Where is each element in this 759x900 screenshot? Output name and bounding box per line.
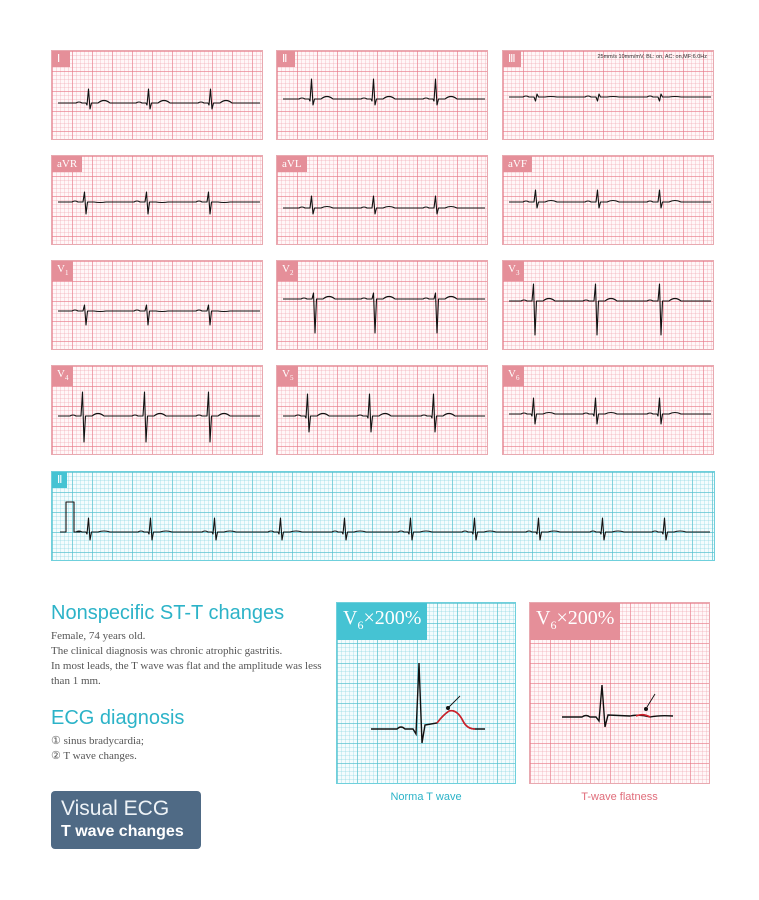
ecg-waveform bbox=[58, 192, 260, 214]
patient-info: Female, 74 years old. bbox=[51, 630, 146, 642]
ecg-trace-V3 bbox=[503, 261, 715, 351]
recording-settings: 25mm/s 10mm/mV, BL: on, AC: on,MF:6.0Hz bbox=[597, 54, 707, 60]
zoom-trace-normal bbox=[337, 603, 517, 785]
lead-panel-aVR bbox=[51, 155, 263, 245]
ecg-waveform bbox=[283, 196, 485, 214]
zoom-label-normal: $V_6\times 200\%$ bbox=[337, 603, 427, 640]
ecg-trace-aVF bbox=[503, 156, 715, 246]
ecg-waveform bbox=[283, 79, 485, 105]
lead-label: Ⅱ bbox=[277, 51, 295, 67]
ecg-waveform bbox=[509, 190, 711, 208]
section-title-diagnosis: ECG diagnosis bbox=[51, 707, 185, 729]
lead-label: Ⅰ bbox=[52, 51, 70, 67]
arrow-tip-icon bbox=[644, 707, 648, 711]
finding-text: In most leads, the T wave was flat and the amplitude was less than 1 mm. bbox=[51, 660, 322, 687]
lead-label: $V_3$ bbox=[503, 261, 524, 281]
rhythm-strip-panel bbox=[51, 471, 715, 561]
arrow-tip-icon bbox=[446, 706, 450, 710]
diagnosis-item: ① sinus bradycardia; bbox=[51, 735, 144, 747]
lead-label: $V_4$ bbox=[52, 366, 73, 386]
lead-panel-I bbox=[51, 50, 263, 140]
clinical-diagnosis: The clinical diagnosis was chronic atrophic gastritis. bbox=[51, 645, 283, 657]
arrow-icon bbox=[647, 694, 655, 707]
ecg-trace-aVR bbox=[52, 156, 264, 246]
lead-label: $V_6$ bbox=[503, 366, 524, 386]
lead-label: $V_2$ bbox=[277, 261, 298, 281]
ecg-waveform bbox=[283, 394, 485, 432]
ecg-trace-V5 bbox=[277, 366, 489, 456]
ecg-waveform bbox=[58, 305, 260, 325]
ecg-waveform bbox=[509, 284, 711, 335]
lead-panel-V6 bbox=[502, 365, 714, 455]
diagnosis-list bbox=[51, 734, 144, 764]
zoom-trace-flat bbox=[530, 603, 711, 785]
lead-label: Ⅲ bbox=[503, 51, 521, 67]
zoom-panel-flat bbox=[529, 602, 710, 784]
rhythm-strip-label: Ⅱ bbox=[52, 472, 67, 488]
badge-brand: Visual ECG bbox=[61, 797, 170, 820]
zoom-panel-normal bbox=[336, 602, 516, 784]
badge-topic: T wave changes bbox=[61, 823, 184, 840]
lead-panel-III bbox=[502, 50, 714, 140]
lead-panel-V5 bbox=[276, 365, 488, 455]
zoom-label-flat: $V_6\times 200\%$ bbox=[530, 603, 620, 640]
lead-panel-V1 bbox=[51, 260, 263, 350]
ecg-waveform-flat bbox=[562, 685, 673, 727]
ecg-trace-rhythm bbox=[52, 472, 716, 562]
caption-t-wave-flatness: T-wave flatness bbox=[581, 791, 658, 803]
diagnosis-item: ② T wave changes. bbox=[51, 750, 137, 762]
caption-normal-t-wave: Norma T wave bbox=[390, 791, 462, 803]
ecg-waveform bbox=[58, 89, 260, 109]
ecg-trace-V6 bbox=[503, 366, 715, 456]
section-title-st-t: Nonspecific ST-T changes bbox=[51, 602, 285, 624]
lead-panel-aVL bbox=[276, 155, 488, 245]
ecg-trace-I bbox=[52, 51, 264, 141]
lead-label: $V_1$ bbox=[52, 261, 73, 281]
ecg-waveform-normal bbox=[371, 663, 485, 743]
lead-panel-V2 bbox=[276, 260, 488, 350]
ecg-trace-V2 bbox=[277, 261, 489, 351]
ecg-waveform bbox=[60, 502, 710, 540]
ecg-trace-III bbox=[503, 51, 715, 141]
ecg-trace-V1 bbox=[52, 261, 264, 351]
ecg-waveform bbox=[509, 398, 711, 424]
ecg-trace-V4 bbox=[52, 366, 264, 456]
lead-panel-II bbox=[276, 50, 488, 140]
lead-panel-V3 bbox=[502, 260, 714, 350]
lead-panel-aVF bbox=[502, 155, 714, 245]
lead-label: $V_5$ bbox=[277, 366, 298, 386]
lead-label: aVF bbox=[503, 156, 532, 172]
lead-label: aVL bbox=[277, 156, 307, 172]
ecg-waveform bbox=[509, 94, 711, 101]
visual-ecg-badge bbox=[51, 791, 201, 849]
ecg-trace-II bbox=[277, 51, 489, 141]
t-wave-highlight bbox=[437, 711, 475, 729]
ecg-waveform bbox=[283, 293, 485, 333]
lead-panel-V4 bbox=[51, 365, 263, 455]
case-description bbox=[51, 629, 326, 689]
lead-label: aVR bbox=[52, 156, 82, 172]
ecg-waveform bbox=[58, 392, 260, 442]
arrow-icon bbox=[449, 696, 460, 707]
ecg-trace-aVL bbox=[277, 156, 489, 246]
